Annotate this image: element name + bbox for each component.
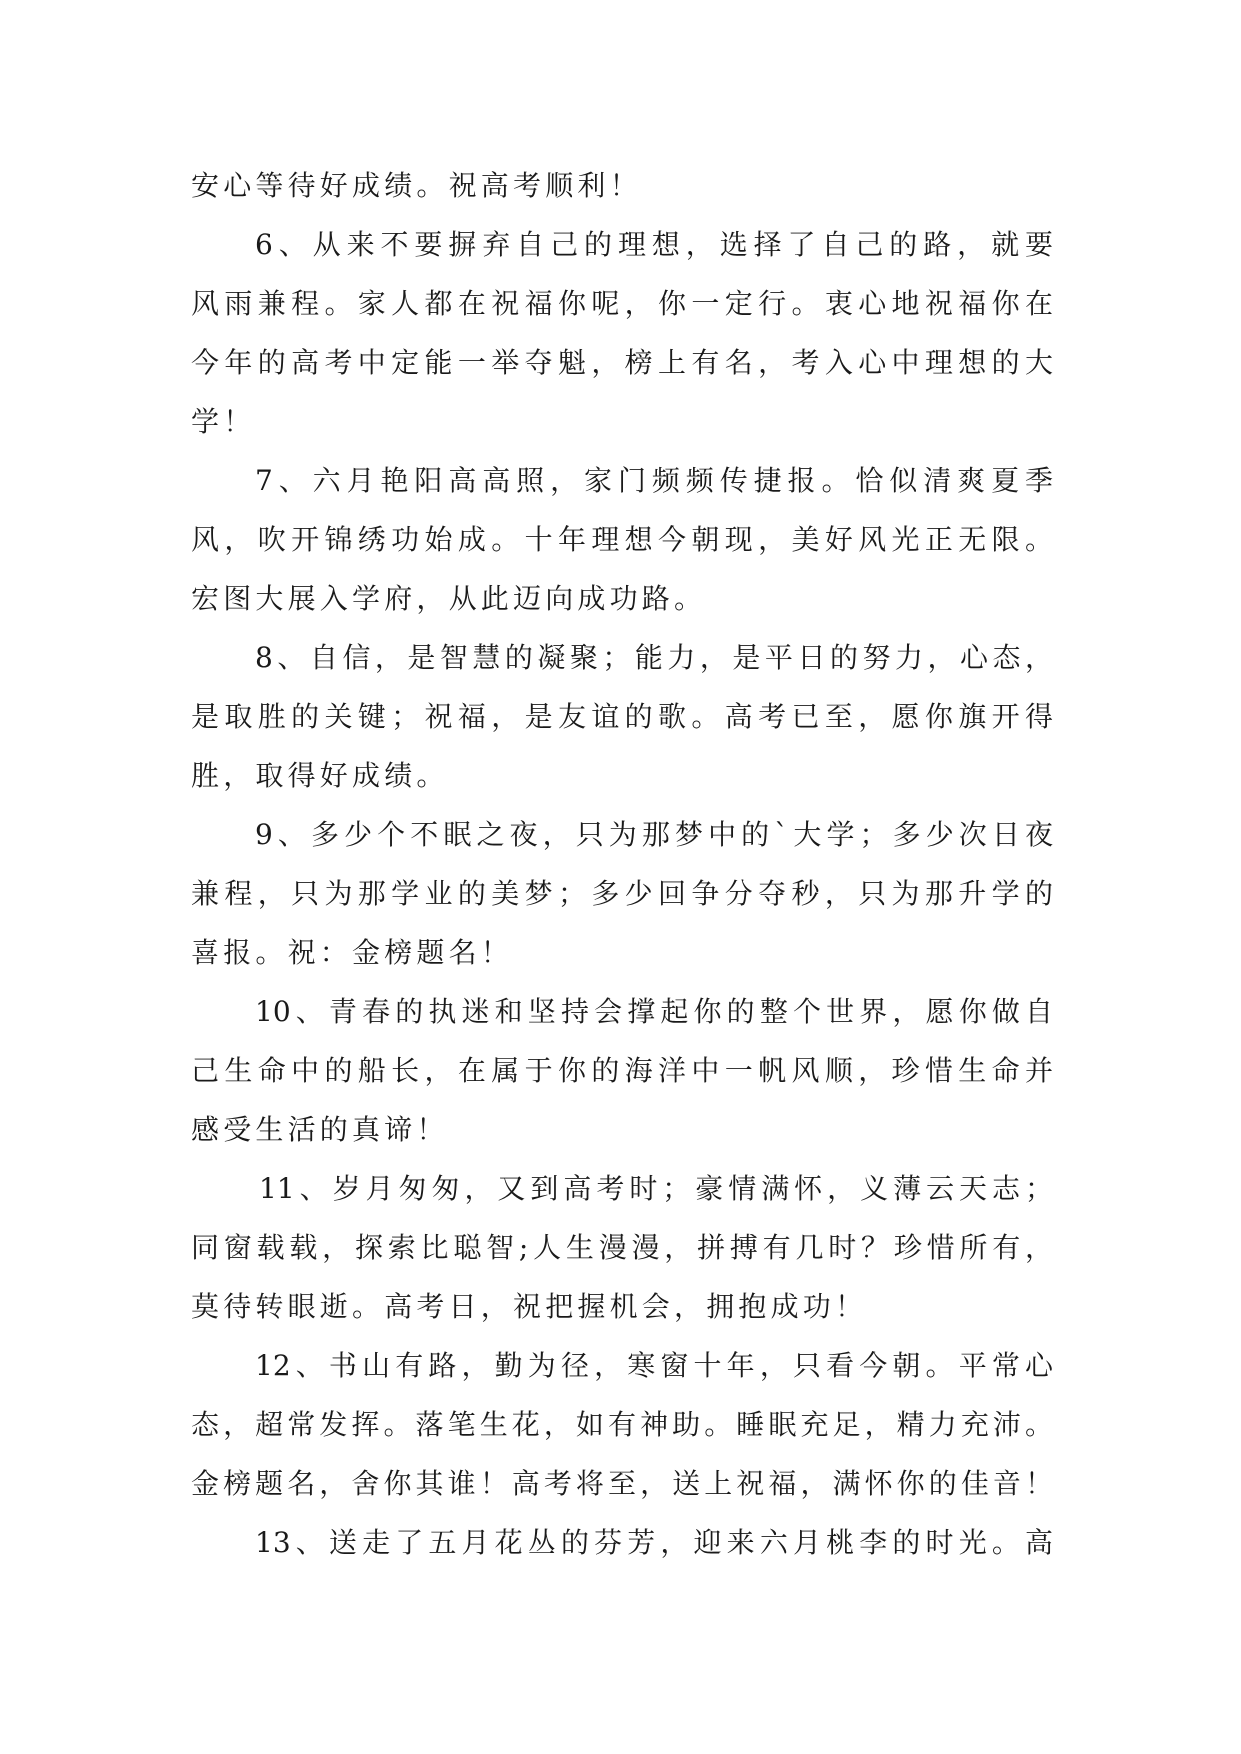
text-line: 喜报。祝：金榜题名！ <box>191 936 514 969</box>
text-line: 己生命中的船长，在属于你的海洋中一帆风顺，珍惜生命并 <box>191 1054 1053 1087</box>
text-line: 感受生活的真谛！ <box>191 1113 449 1146</box>
text-line: 10、青春的执迷和坚持会撑起你的整个世界，愿你做自 <box>255 995 1053 1028</box>
paragraph <box>191 982 1053 1159</box>
paragraph <box>191 215 1053 451</box>
text-line: 胜，取得好成绩。 <box>191 759 449 792</box>
text-line: 宏图大展入学府，从此迈向成功路。 <box>191 582 707 615</box>
text-line: 兼程，只为那学业的美梦；多少回争分夺秒，只为那升学的 <box>191 877 1053 910</box>
text-line: 金榜题名，舍你其谁！高考将至，送上祝福，满怀你的佳音！ <box>191 1467 1053 1500</box>
text-line: 风雨兼程。家人都在祝福你呢，你一定行。衷心地祝福你在 <box>191 287 1053 320</box>
text-line: 13、送走了五月花丛的芬芳，迎来六月桃李的时光。高 <box>255 1526 1053 1559</box>
paragraph <box>191 805 1053 982</box>
text-line: 是取胜的关键；祝福，是友谊的歌。高考已至，愿你旗开得 <box>191 700 1053 733</box>
text-line: 12、书山有路，勤为径，寒窗十年，只看今朝。平常心 <box>255 1349 1053 1382</box>
text-line: 风，吹开锦绣功始成。十年理想今朝现，美好风光正无限。 <box>191 523 1053 556</box>
text-line: 7、六月艳阳高高照，家门频频传捷报。恰似清爽夏季 <box>255 464 1053 497</box>
paragraph <box>191 1159 1053 1336</box>
paragraph <box>191 1336 1053 1513</box>
document-body <box>191 156 1053 1572</box>
text-line: 6、从来不要摒弃自己的理想，选择了自己的路，就要 <box>255 228 1053 261</box>
paragraph <box>191 156 1053 215</box>
text-line: 学！ <box>191 405 256 438</box>
text-line: 同窗载载，探索比聪智;人生漫漫，拼搏有几时？珍惜所有， <box>191 1231 1053 1264</box>
text-line: 莫待转眼逝。高考日，祝把握机会，拥抱成功！ <box>191 1290 868 1323</box>
paragraph <box>191 1513 1053 1572</box>
text-line: 态，超常发挥。落笔生花，如有神助。睡眠充足，精力充沛。 <box>191 1408 1053 1441</box>
text-line: 9、多少个不眠之夜，只为那梦中的`大学；多少次日夜 <box>255 818 1053 851</box>
text-line: 安心等待好成绩。祝高考顺利！ <box>191 169 642 202</box>
text-line: 11、岁月匆匆，又到高考时；豪情满怀，义薄云天志； <box>259 1172 1053 1205</box>
text-line: 今年的高考中定能一举夺魁，榜上有名，考入心中理想的大 <box>191 346 1053 379</box>
text-line: 8、自信，是智慧的凝聚；能力，是平日的努力，心态， <box>255 641 1053 674</box>
paragraph <box>191 451 1053 628</box>
paragraph <box>191 628 1053 805</box>
